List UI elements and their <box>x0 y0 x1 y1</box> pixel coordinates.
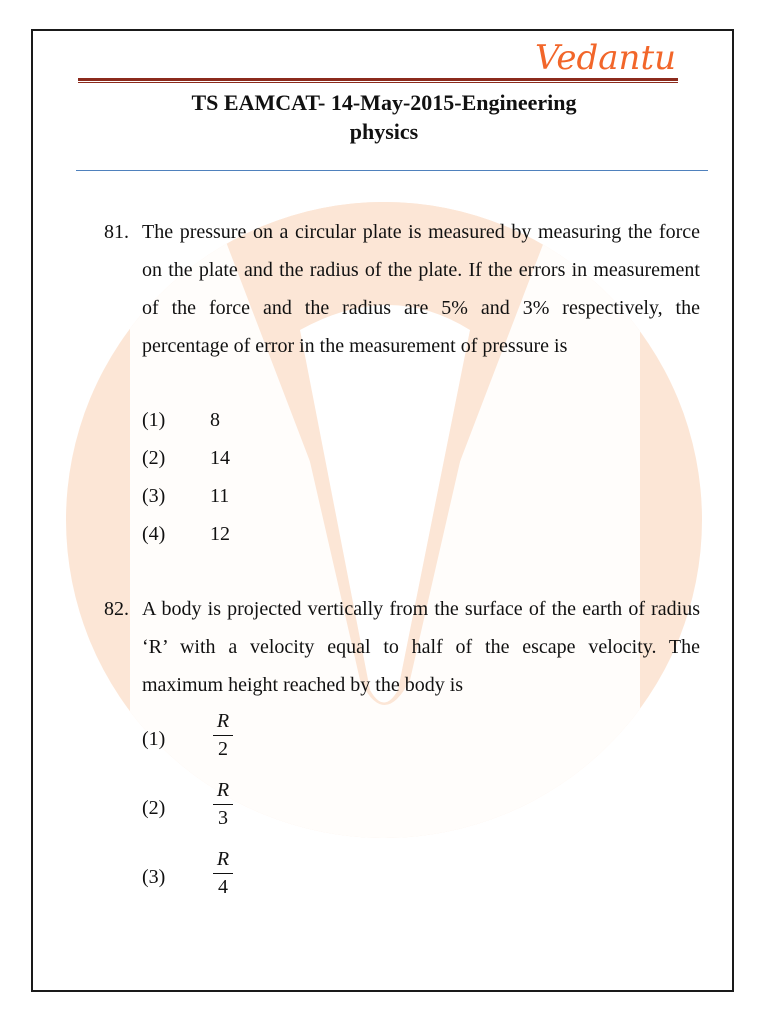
question-stem: A body is projected vertically from the surface of the earth of radius ‘R’ with a velocity equal to half of the escape velocity. The maximum height reached by the body is <box>142 598 700 696</box>
question-82 <box>104 590 700 898</box>
title-line-1: TS EAMCAT- 14-May-2015-Engineering <box>191 90 577 115</box>
option-label: (4) <box>142 523 166 545</box>
option-value: 12 <box>210 523 230 545</box>
fraction-bar <box>213 873 233 874</box>
fraction-bar <box>213 804 233 805</box>
vedantu-logo: Vedantu <box>534 38 676 78</box>
option-value: 14 <box>210 447 230 469</box>
denominator: 2 <box>218 738 228 760</box>
fraction <box>212 710 234 760</box>
title-divider <box>76 170 708 171</box>
fraction-bar <box>213 735 233 736</box>
question-number: 81. <box>104 221 129 243</box>
numerator: R <box>216 779 230 801</box>
question-number: 82. <box>104 598 129 620</box>
numerator: R <box>216 848 230 870</box>
option-value: 8 <box>210 409 220 431</box>
option-label: (2) <box>142 797 166 819</box>
numerator: R <box>216 710 230 732</box>
option-value: 11 <box>210 485 230 507</box>
option-label: (3) <box>142 866 166 888</box>
fraction <box>212 848 234 898</box>
question-stem: The pressure on a circular plate is measured by measuring the force on the plate and the radius of the plate. If the errors in measurement of the force and the radius are 5% and 3% respectively, the percentage of error in the measurement of pressure is <box>142 221 700 357</box>
fraction <box>212 779 234 829</box>
header-rule <box>78 78 678 83</box>
page-title <box>78 88 690 146</box>
option-label: (3) <box>142 485 166 507</box>
denominator: 4 <box>218 876 228 898</box>
denominator: 3 <box>218 807 228 829</box>
option-label: (2) <box>142 447 166 469</box>
title-line-2: physics <box>349 119 419 144</box>
option-label: (1) <box>142 409 166 431</box>
page-border <box>31 29 734 992</box>
option-label: (1) <box>142 728 166 750</box>
question-81 <box>104 213 700 545</box>
